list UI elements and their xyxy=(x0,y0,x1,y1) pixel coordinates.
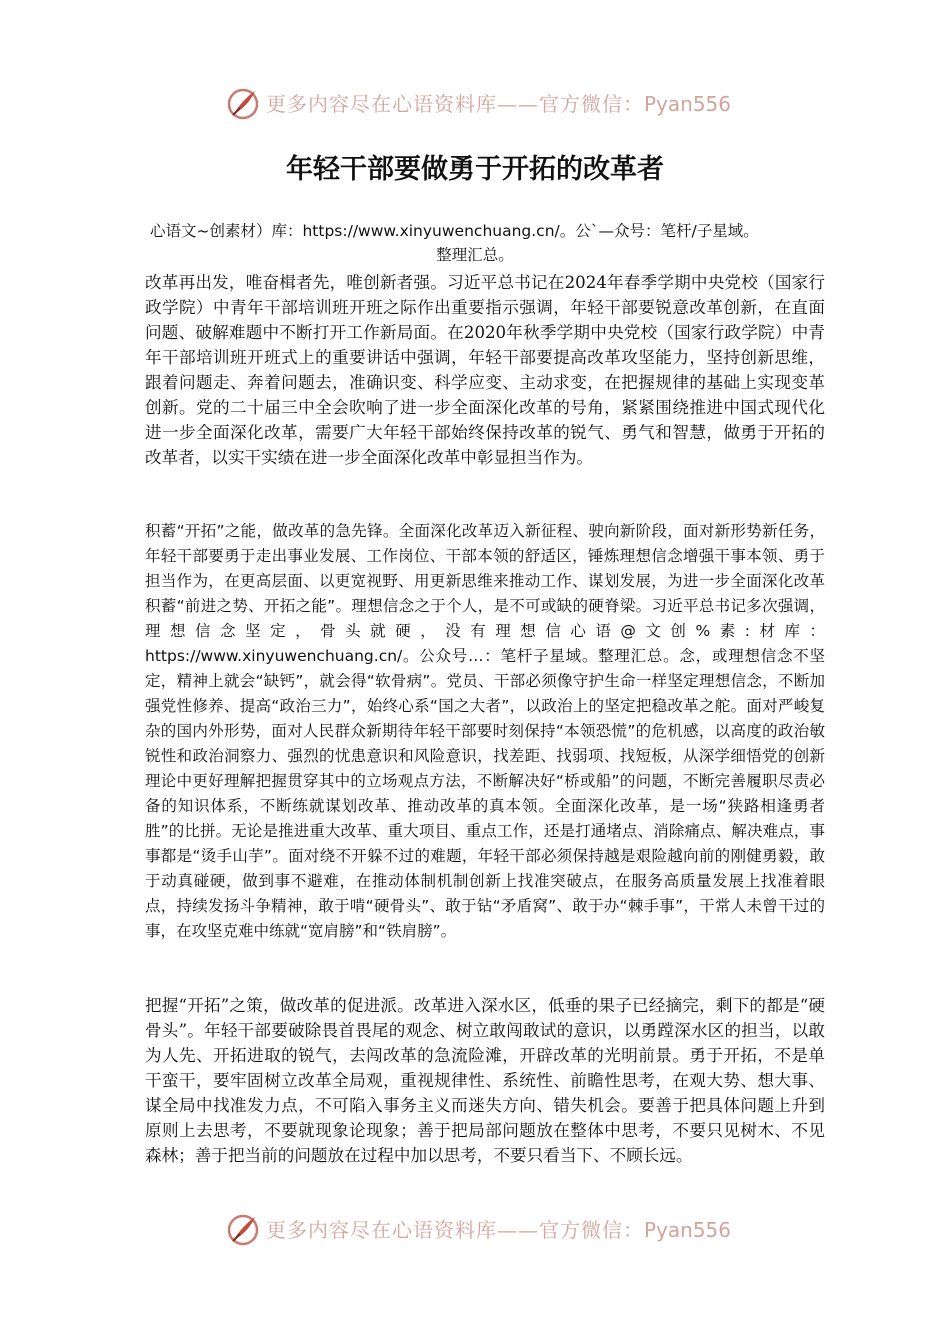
paragraph-section-2: 把握“开拓”之策，做改革的促进派。改革进入深水区，低垂的果子已经摘完，剩下的都是“硬骨头”。年轻干部要破除畏首畏尾的观念、树立敢闯敢试的意识，以勇蹚深水区的担当，以敢为人先、开拓进取的锐气，去闯改革的急流险滩，开辟改革的光明前景。勇于开拓，不是单干蛮干，要牢固树立改革全局观，重视规律性、系统性、前瞻性思考，在观大势、想大事、谋全局中找准发力点，不可陷入事务主义而迷失方向、错失机会。要善于把具体问题上升到原则上去思考，不要就现象论现象；善于把局部问题放在整体中思考，不要只见树木、不见森林；善于把当前的问题放在过程中加以思考，不要只看当下、不顾长远。 xyxy=(145,996,825,1165)
header-watermark-banner xyxy=(0,84,950,124)
paragraph-section-1: 积蓄“开拓”之能，做改革的急先锋。全面深化改革迈入新征程、驶向新阶段，面对新形势新任务，年轻干部要勇于走出事业发展、工作岗位、干部本领的舒适区，锤炼理想信念增强干事本领、勇于担当作为，在更高层面、以更宽视野、用更新思维来推动工作、谋划发展，为进一步全面深化改革积蓄“前进之势、开拓之能”。理想信念之于个人，是不可或缺的硬脊梁。习近平总书记多次强调，理想信念坚定，骨头就硬，没有理想信心语@文创%素:材库：https://www.xinyuwenchuang.cn/。公众号…：笔杆子星域。整理汇总。念，或理想信念不坚定，精神上就会“缺钙”，就会得“软骨病”。党员、干部必须像守护生命一样坚定理想信念，不断加强党性修养、提高“政治三力”，始终心系“国之大者”，以政治上的坚定把稳改革之舵。面对严峻复杂的国内外形势，面对人民群众新期待年轻干部要时刻保持“本领恐慌”的危机感，以高度的政治敏锐性和政治洞察力、强烈的忧患意识和风险意识，找差距、找弱项、找短板，从深学细悟党的创新理论中更好理解把握贯穿其中的立场观点方法，不断解决好“桥或船”的问题，不断完善履职尽责必备的知识体系，不断练就谋划改革、推动改革的真本领。全面深化改革，是一场“狭路相逢勇者胜”的比拼。无论是推进重大改革、重大项目、重点工作，还是打通堵点、消除痛点、解决难点，事事都是“烫手山芋”。面对绕不开躲不过的难题，年轻干部必须保持越是艰险越向前的刚健勇毅，敢于动真碰硬，做到事不避难，在推动体制机制创新上找准突破点，在服务高质量发展上找准着眼点，持续发扬斗争精神，敢于啃“硬骨头”、敢于钻“矛盾窝”、敢于办“棘手事”，干常人未曾干过的事，在攻坚克难中练就“宽肩膀”和“铁肩膀”。 xyxy=(145,522,825,940)
banner-text: 更多内容尽在心语资料库——官方微信：Pyan556 xyxy=(266,92,732,116)
quill-logo-icon xyxy=(225,1212,261,1248)
source-line-1: 心语文~创素材）库：https://www.xinyuwenchuang.cn/。公`—众号：笔杆/子星域。 xyxy=(150,222,759,240)
wechat-id: Pyan556 xyxy=(644,92,732,116)
quill-logo-icon xyxy=(225,86,261,122)
wechat-id: Pyan556 xyxy=(644,1218,732,1242)
banner-text: 更多内容尽在心语资料库——官方微信：Pyan556 xyxy=(266,1218,732,1242)
source-line-2: 整理汇总。 xyxy=(436,246,514,264)
page-title: 年轻干部要做勇于开拓的改革者 xyxy=(286,154,664,185)
footer-watermark-banner xyxy=(0,1210,950,1250)
paragraph-intro: 改革再出发，唯奋楫者先，唯创新者强。习近平总书记在2024年春季学期中央党校（国家行政学院）中青年干部培训班开班之际作出重要指示强调，年轻干部要锐意改革创新，在直面问题、破解难题中不断打开工作新局面。在2020年秋季学期中央党校（国家行政学院）中青年干部培训班开班式上的重要讲话中强调，年轻干部要提高改革攻坚能力，坚持创新思维，跟着问题走、奔着问题去，准确识变、科学应变、主动求变，在把握规律的基础上实现变革创新。党的二十届三中全会吹响了进一步全面深化改革的号角，紧紧围绕推进中国式现代化进一步全面深化改革，需要广大年轻干部始终保持改革的锐气、勇气和智慧，做勇于开拓的改革者，以实干实绩在进一步全面深化改革中彰显担当作为。 xyxy=(145,273,825,467)
